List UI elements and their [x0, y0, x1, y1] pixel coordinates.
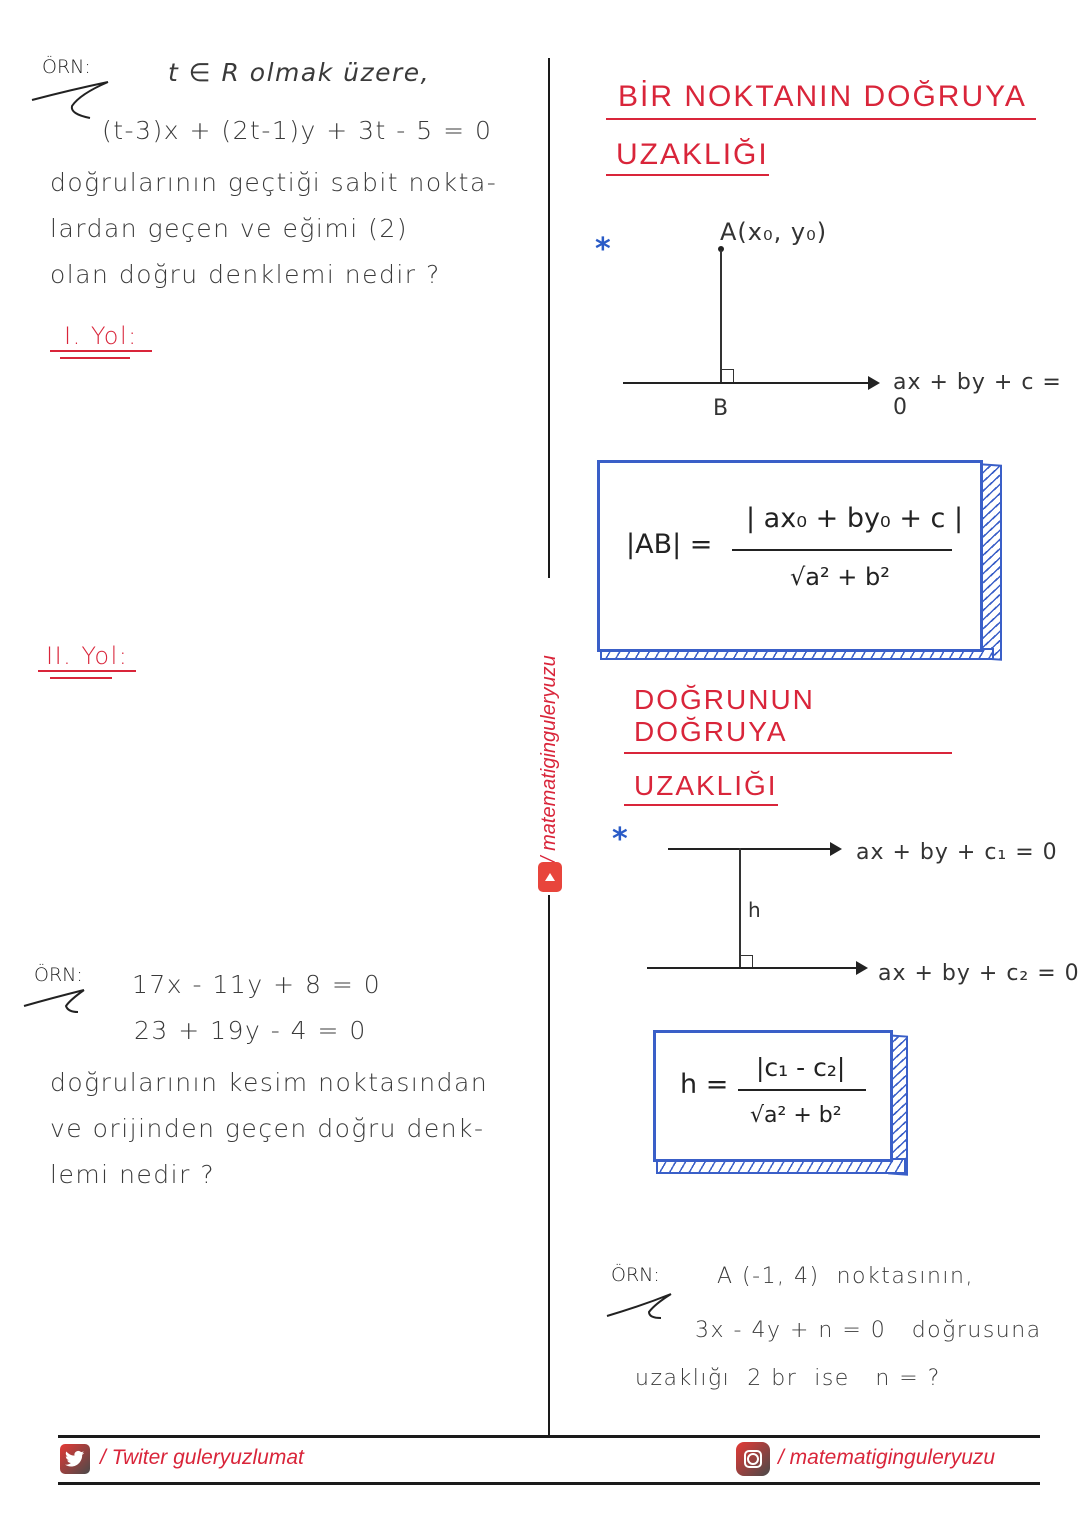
instagram-handle-link[interactable]: / matematiginguleryuzu: [778, 1446, 996, 1469]
perpendicular-segment: [720, 250, 722, 382]
example3-line3: uzaklığı 2 br ise n = ?: [635, 1366, 941, 1391]
arrow-head-icon: [868, 376, 880, 390]
section2-title-line1: DOĞRUNUN DOĞRUYA: [624, 684, 952, 754]
section1-title-line2: UZAKLIĞI: [606, 138, 769, 176]
arrow-head-icon: [856, 961, 868, 975]
formula-numerator: | ax₀ + by₀ + c |: [746, 503, 964, 534]
example1-question: [50, 160, 530, 298]
example1-equation: (t-3)x + (2t-1)y + 3t - 5 = 0: [102, 116, 493, 145]
example-arrow-icon: [22, 984, 92, 1024]
formula-box-line-line: [653, 1030, 893, 1162]
fraction-line: [738, 1089, 866, 1091]
right-angle-mark: [720, 369, 734, 382]
example-label: ÖRN:: [42, 56, 91, 78]
example-arrow-icon: [30, 78, 110, 128]
question-line: doğrularının geçtiği sabit nokta-: [50, 168, 498, 197]
example3-line1: A (-1, 4) noktasının,: [717, 1264, 974, 1289]
distance-segment: [739, 848, 741, 968]
formula-box-point-line: [597, 460, 983, 652]
section2-title: [624, 684, 952, 806]
twitter-handle-link[interactable]: / Twiter guleryuzlumat: [100, 1446, 304, 1469]
section1-title: [606, 80, 1036, 176]
formula-box-shadow-right: [980, 463, 1002, 661]
method-2-heading: II. Yol:: [38, 642, 136, 679]
example1-intro: t ∈ R olmak üzere,: [168, 58, 431, 87]
example2-question: [50, 1060, 520, 1198]
footer-top-rule: [58, 1435, 1040, 1438]
center-divider: [548, 58, 550, 578]
method-1-heading: I. Yol:: [50, 322, 152, 359]
point-a-label: A(x₀, y₀): [720, 218, 828, 246]
formula-denominator: √a² + b²: [750, 1103, 842, 1128]
center-divider-lower: [548, 895, 550, 1435]
example-arrow-icon: [605, 1286, 685, 1326]
fraction-line: [732, 549, 952, 551]
base-line: [623, 382, 873, 384]
twitter-icon[interactable]: [60, 1444, 90, 1474]
bullet-asterisk-icon: *: [612, 822, 628, 857]
youtube-icon[interactable]: [538, 862, 562, 892]
line2-equation-label: ax + by + c₂ = 0: [878, 961, 1080, 986]
question-line: olan doğru denklemi nedir ?: [50, 260, 441, 289]
question-line: ve orijinden geçen doğru denk-: [50, 1114, 485, 1143]
question-line: lardan geçen ve eğimi (2): [50, 214, 408, 243]
formula-lhs: h =: [680, 1069, 729, 1100]
point-b-label: B: [713, 396, 730, 421]
example2-equation-2: 23 + 19y - 4 = 0: [134, 1016, 367, 1045]
question-line: doğrularının kesim noktasından: [50, 1068, 489, 1097]
parallel-line-1: [668, 848, 834, 850]
formula-denominator: √a² + b²: [790, 563, 890, 591]
vertical-watermark: / matematiginguleryuzu: [538, 655, 560, 862]
example-label: ÖRN:: [611, 1264, 660, 1286]
section1-title-line1: BİR NOKTANIN DOĞRUYA: [606, 80, 1036, 120]
formula-numerator: |c₁ - c₂|: [756, 1053, 846, 1082]
example-label: ÖRN:: [34, 964, 83, 986]
parallel-line-2: [647, 967, 861, 969]
example2-equation-1: 17x - 11y + 8 = 0: [132, 970, 382, 999]
line1-equation-label: ax + by + c₁ = 0: [856, 840, 1058, 865]
example3-line2: 3x - 4y + n = 0 doğrusuna: [695, 1318, 1042, 1343]
arrow-head-icon: [830, 842, 842, 856]
formula-lhs: |AB| =: [626, 529, 713, 560]
instagram-icon[interactable]: [736, 1442, 770, 1476]
question-line: lemi nedir ?: [50, 1160, 216, 1189]
section2-title-line2: UZAKLIĞI: [624, 770, 778, 806]
bullet-asterisk-icon: *: [595, 232, 611, 267]
line-equation-label: ax + by + c = 0: [893, 370, 1062, 420]
footer-bottom-rule: [58, 1482, 1040, 1485]
distance-label: h: [748, 898, 762, 922]
